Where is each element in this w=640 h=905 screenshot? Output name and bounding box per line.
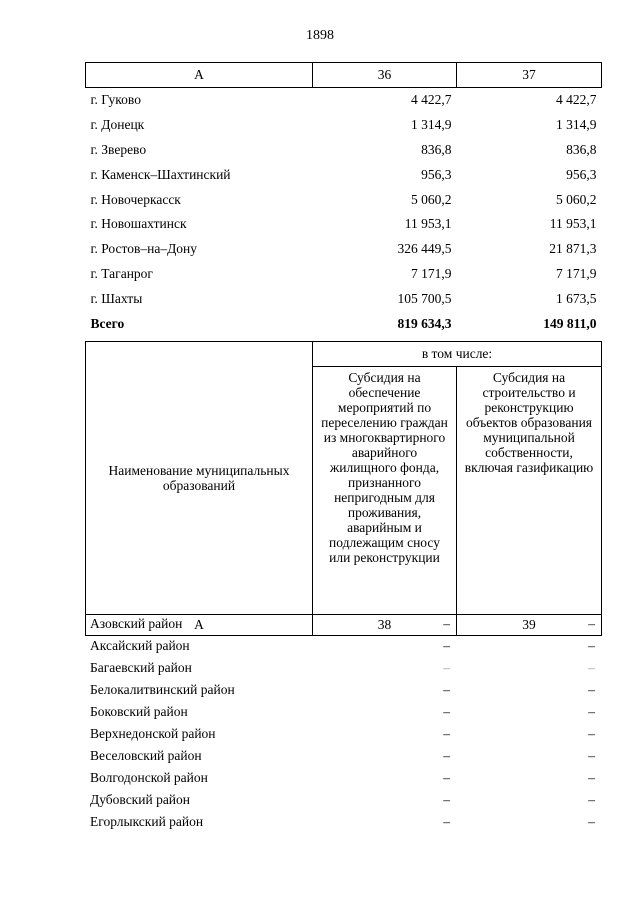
table-row bbox=[85, 811, 601, 833]
value-col-36: 1 314,9 bbox=[411, 117, 452, 133]
table-row bbox=[85, 789, 601, 811]
value-col-38: – bbox=[443, 616, 450, 631]
table-row bbox=[86, 286, 602, 311]
column-header-37: 37 bbox=[457, 63, 602, 88]
district-name: Белокалитвинский район bbox=[90, 682, 235, 697]
value-col-38: – bbox=[443, 704, 450, 719]
page-number: 1898 bbox=[306, 28, 334, 43]
value-col-38: – bbox=[443, 814, 450, 829]
subsidy-table-36-37 bbox=[85, 62, 602, 336]
total-col-36: 819 634,3 bbox=[397, 315, 452, 331]
column-38-description: Субсидия на обеспечение мероприятий по переселению граждан из многоквартирного аварийного жилищного фонда, признанного непригодным для проживания, аварийным и подлежащим сносу или реконструкции bbox=[313, 367, 457, 615]
table-row bbox=[86, 262, 602, 287]
municipality-name: г. Каменск–Шахтинский bbox=[90, 166, 231, 182]
table-row bbox=[86, 162, 602, 187]
table-row bbox=[85, 745, 601, 767]
municipality-name: г. Новочеркасск bbox=[90, 191, 181, 207]
district-name: Егорлыкский район bbox=[90, 814, 204, 829]
municipality-name: г. Новошахтинск bbox=[90, 216, 187, 232]
value-col-39: – bbox=[588, 726, 595, 741]
value-col-39: – bbox=[588, 682, 595, 697]
municipality-name: г. Ростов–на–Дону bbox=[90, 241, 198, 257]
including-header: в том числе: bbox=[313, 342, 602, 367]
table-row bbox=[85, 657, 601, 679]
district-name: Веселовский район bbox=[90, 748, 202, 763]
value-col-37: 1 314,9 bbox=[556, 117, 597, 133]
column-header-36: 36 bbox=[313, 63, 457, 88]
table-row bbox=[85, 701, 601, 723]
value-col-36: 105 700,5 bbox=[397, 290, 452, 306]
value-col-39: – bbox=[588, 814, 595, 829]
value-col-38: – bbox=[443, 638, 450, 653]
municipality-name: г. Шахты bbox=[90, 290, 143, 306]
value-col-39: – bbox=[588, 770, 595, 785]
district-name: Аксайский район bbox=[90, 638, 190, 653]
subsidy-header-table-38-39 bbox=[85, 341, 602, 636]
district-name: Боковский район bbox=[90, 704, 188, 719]
total-col-37: 149 811,0 bbox=[543, 315, 597, 331]
value-col-38: – bbox=[443, 770, 450, 785]
total-label: Всего bbox=[90, 315, 125, 331]
column-header-a: А bbox=[86, 615, 313, 636]
district-name: Азовский район bbox=[90, 616, 183, 631]
value-col-38: – bbox=[443, 660, 450, 675]
table-row bbox=[85, 679, 601, 701]
value-col-38: – bbox=[443, 748, 450, 763]
column-header-row bbox=[86, 63, 602, 88]
municipality-name: г. Таганрог bbox=[90, 265, 153, 281]
value-col-39: – bbox=[588, 748, 595, 763]
value-col-37: 836,8 bbox=[566, 141, 597, 157]
municipality-name: г. Зверево bbox=[90, 141, 147, 157]
table-row bbox=[85, 723, 601, 745]
table-row bbox=[86, 113, 602, 138]
value-col-39: – bbox=[588, 704, 595, 719]
value-col-36: 836,8 bbox=[421, 141, 452, 157]
district-rows-table bbox=[85, 613, 601, 833]
municipality-name: г. Донецк bbox=[90, 117, 145, 133]
value-col-39: – bbox=[588, 792, 595, 807]
table-row bbox=[86, 187, 602, 212]
value-col-37: 11 953,1 bbox=[549, 216, 597, 232]
table-row bbox=[86, 212, 602, 237]
value-col-36: 4 422,7 bbox=[411, 92, 452, 108]
value-col-37: 7 171,9 bbox=[556, 265, 597, 281]
value-col-37: 21 871,3 bbox=[549, 241, 597, 257]
column-header-38: 38 bbox=[313, 615, 457, 636]
value-col-38: – bbox=[443, 726, 450, 741]
value-col-38: – bbox=[443, 792, 450, 807]
table-row bbox=[85, 635, 601, 657]
value-col-36: 5 060,2 bbox=[411, 191, 452, 207]
value-col-39: – bbox=[588, 638, 595, 653]
value-col-36: 7 171,9 bbox=[411, 265, 452, 281]
value-col-37: 1 673,5 bbox=[556, 290, 597, 306]
table-row bbox=[85, 613, 601, 635]
value-col-36: 11 953,1 bbox=[404, 216, 452, 232]
district-name: Волгодонской район bbox=[90, 770, 208, 785]
column-39-description: Субсидия на строительство и реконструкцию объектов образования муниципальной собственности, включая газификацию bbox=[457, 367, 602, 615]
value-col-37: 4 422,7 bbox=[556, 92, 597, 108]
table-row bbox=[85, 767, 601, 789]
total-row bbox=[86, 311, 602, 336]
district-name: Багаевский район bbox=[90, 660, 192, 675]
table-row bbox=[86, 88, 602, 113]
value-col-38: – bbox=[443, 682, 450, 697]
value-col-36: 956,3 bbox=[421, 166, 452, 182]
district-name: Дубовский район bbox=[90, 792, 191, 807]
municipality-name: г. Гуково bbox=[90, 92, 141, 108]
municipality-name-header: Наименование муниципальных образований bbox=[86, 342, 313, 615]
value-col-39: – bbox=[588, 616, 595, 631]
value-col-36: 326 449,5 bbox=[397, 241, 452, 257]
value-col-37: 5 060,2 bbox=[556, 191, 597, 207]
district-name: Верхнедонской район bbox=[90, 726, 216, 741]
table-row bbox=[86, 138, 602, 163]
column-header-a: А bbox=[86, 63, 313, 88]
table-row bbox=[86, 237, 602, 262]
column-header-39: 39 bbox=[457, 615, 602, 636]
value-col-39: – bbox=[588, 660, 595, 675]
value-col-37: 956,3 bbox=[566, 166, 597, 182]
